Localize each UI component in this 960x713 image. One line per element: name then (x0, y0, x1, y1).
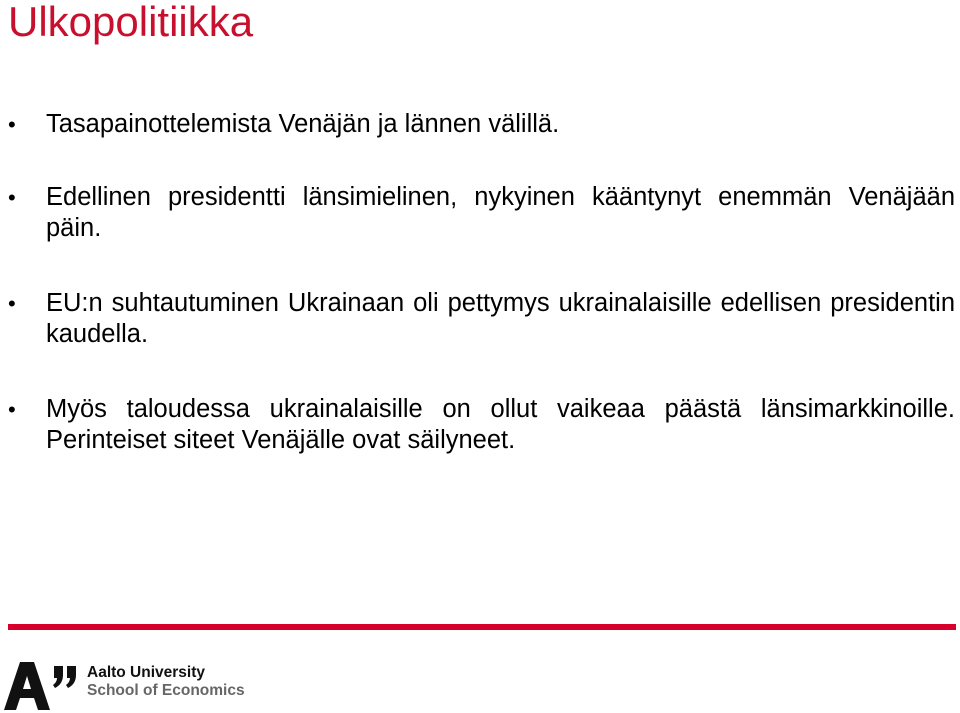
school-name: School of Economics (87, 682, 245, 699)
bullet-item (8, 182, 955, 244)
bullet-text: EU:n suhtautuminen Ukrainaan oli pettymys ukrainalaisille edellisen presidentin kaudella. (46, 289, 955, 348)
bullet-item (8, 288, 955, 350)
footer-divider (8, 624, 956, 630)
bullet-text: Myös taloudessa ukrainalaisille on ollut vaikeaa päästä länsimarkkinoille. Perinteiset siteet Venäjälle ovat säilyneet. (46, 395, 955, 454)
bullet-text: Edellinen presidentti länsimielinen, nykyinen kääntynyt enemmän Venäjään päin. (46, 183, 955, 242)
bullet-dot-icon: • (8, 112, 16, 137)
university-name: Aalto University (87, 664, 206, 681)
bullet-text: Tasapainottelemista Venäjän ja lännen välillä. (46, 110, 560, 138)
aalto-logo-icon (4, 660, 80, 710)
bullet-dot-icon: • (8, 397, 16, 422)
bullet-item (8, 394, 955, 456)
university-name-block (87, 664, 245, 700)
slide-title: Ulkopolitiikka (8, 0, 254, 45)
bullet-dot-icon: • (8, 291, 16, 316)
bullet-dot-icon: • (8, 185, 16, 210)
bullet-item (8, 109, 955, 140)
